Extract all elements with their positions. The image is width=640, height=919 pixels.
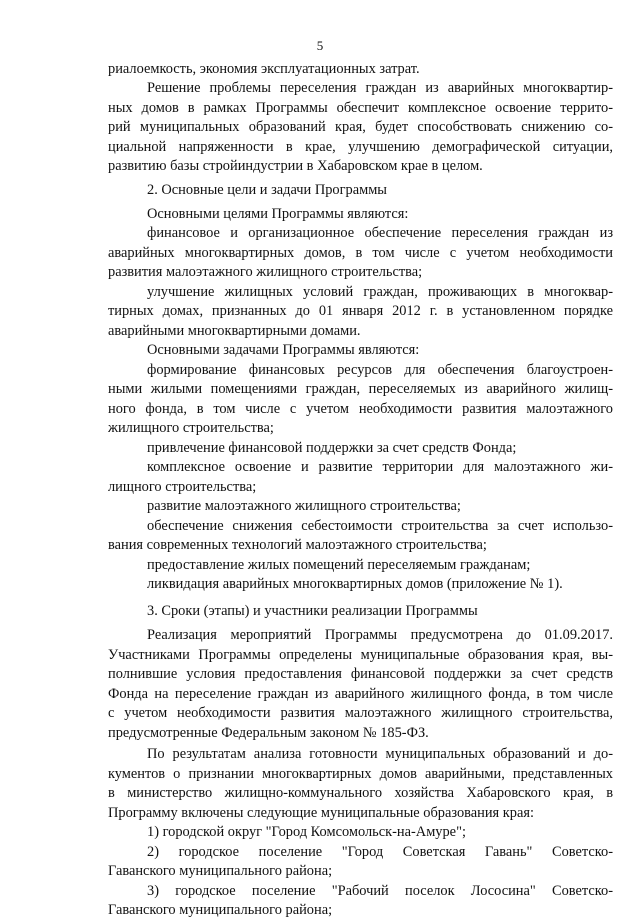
- paragraph-line: ного фонда, в том числе с учетом необходимости развития малоэтажного: [108, 401, 613, 417]
- paragraph-line: полнившие условия предоставления финансовой поддержки за счет средств: [108, 666, 613, 682]
- page-number: 5: [316, 38, 324, 53]
- section-heading: 2. Основные цели и задачи Программы: [147, 182, 387, 198]
- paragraph-line: Гаванского муниципального района;: [108, 902, 333, 918]
- paragraph-line: Фонда на переселение граждан из аварийного жилищного фонда, в том числе: [108, 686, 613, 702]
- paragraph-line: формирование финансовых ресурсов для обеспечения благоустроен-: [147, 362, 613, 378]
- section-heading: 3. Сроки (этапы) и участники реализации Программы: [147, 603, 478, 619]
- paragraph-line: развитию базы стройиндустрии в Хабаровском крае в целом.: [108, 158, 483, 174]
- paragraph-line: в министерство жилищно-коммунального хозяйства Хабаровского края, в: [108, 785, 613, 801]
- paragraph-line: ликвидация аварийных многоквартирных домов (приложение № 1).: [147, 576, 563, 592]
- paragraph-line: Программу включены следующие муниципальные образования края:: [108, 805, 534, 821]
- paragraph-line: предусмотренные Федеральным законом № 185-ФЗ.: [108, 725, 429, 741]
- paragraph-line: Гаванского муниципального района;: [108, 863, 333, 879]
- list-item: 1) городской округ "Город Комсомольск-на-Амуре";: [147, 824, 466, 840]
- paragraph-line: развитие малоэтажного жилищного строительства;: [147, 498, 461, 514]
- paragraph-line: комплексное освоение и развитие территории для малоэтажного жи-: [147, 459, 613, 475]
- paragraph-line: развития малоэтажного жилищного строительства;: [108, 264, 423, 280]
- paragraph-line: циальной напряженности в крае, улучшению демографической ситуации,: [108, 139, 613, 155]
- paragraph-line: ными жилыми помещениями граждан, переселяемых из аварийного жилищ-: [108, 381, 613, 397]
- paragraph-line: Участниками Программы определены муниципальные образования края, вы-: [108, 647, 613, 663]
- paragraph-line: риалоемкость, экономия эксплуатационных затрат.: [108, 61, 420, 77]
- paragraph-line: кументов о признании многоквартирных домов аварийными, представленных: [108, 766, 613, 782]
- paragraph-line: аварийных многоквартирных домов, в том числе с учетом необходимости: [108, 245, 613, 261]
- paragraph-line: лищного строительства;: [108, 479, 257, 495]
- paragraph-line: Решение проблемы переселения граждан из аварийных многоквартир-: [147, 80, 613, 96]
- paragraph-line: Реализация мероприятий Программы предусмотрена до 01.09.2017.: [147, 627, 613, 643]
- paragraph-line: тирных домах, признанных до 01 января 2012 г. в установленном порядке: [108, 303, 613, 319]
- paragraph-line: Основными задачами Программы являются:: [147, 342, 420, 358]
- paragraph-line: Основными целями Программы являются:: [147, 206, 409, 222]
- paragraph-line: предоставление жилых помещений переселяемым гражданам;: [147, 557, 531, 573]
- paragraph-line: привлечение финансовой поддержки за счет средств Фонда;: [147, 440, 517, 456]
- paragraph-line: финансовое и организационное обеспечение переселения граждан из: [147, 225, 613, 241]
- paragraph-line: аварийными многоквартирными домами.: [108, 323, 361, 339]
- paragraph-line: с учетом необходимости развития малоэтажного жилищного строительства,: [108, 705, 613, 721]
- paragraph-line: рий муниципальных образований края, будет способствовать снижению со-: [108, 119, 613, 135]
- list-item: 2) городское поселение "Город Советская Гавань" Советско-: [147, 844, 613, 860]
- paragraph-line: вания современных технологий малоэтажного строительства;: [108, 537, 487, 553]
- paragraph-line: улучшение жилищных условий граждан, проживающих в многоквар-: [147, 284, 613, 300]
- paragraph-line: По результатам анализа готовности муниципальных образований и до-: [147, 746, 613, 762]
- paragraph-line: жилищного строительства;: [108, 420, 274, 436]
- list-item: 3) городское поселение "Рабочий поселок Лососина" Советско-: [147, 883, 613, 899]
- paragraph-line: ных домов в рамках Программы обеспечит комплексное освоение террито-: [108, 100, 613, 116]
- paragraph-line: обеспечение снижения себестоимости строительства за счет использо-: [147, 518, 613, 534]
